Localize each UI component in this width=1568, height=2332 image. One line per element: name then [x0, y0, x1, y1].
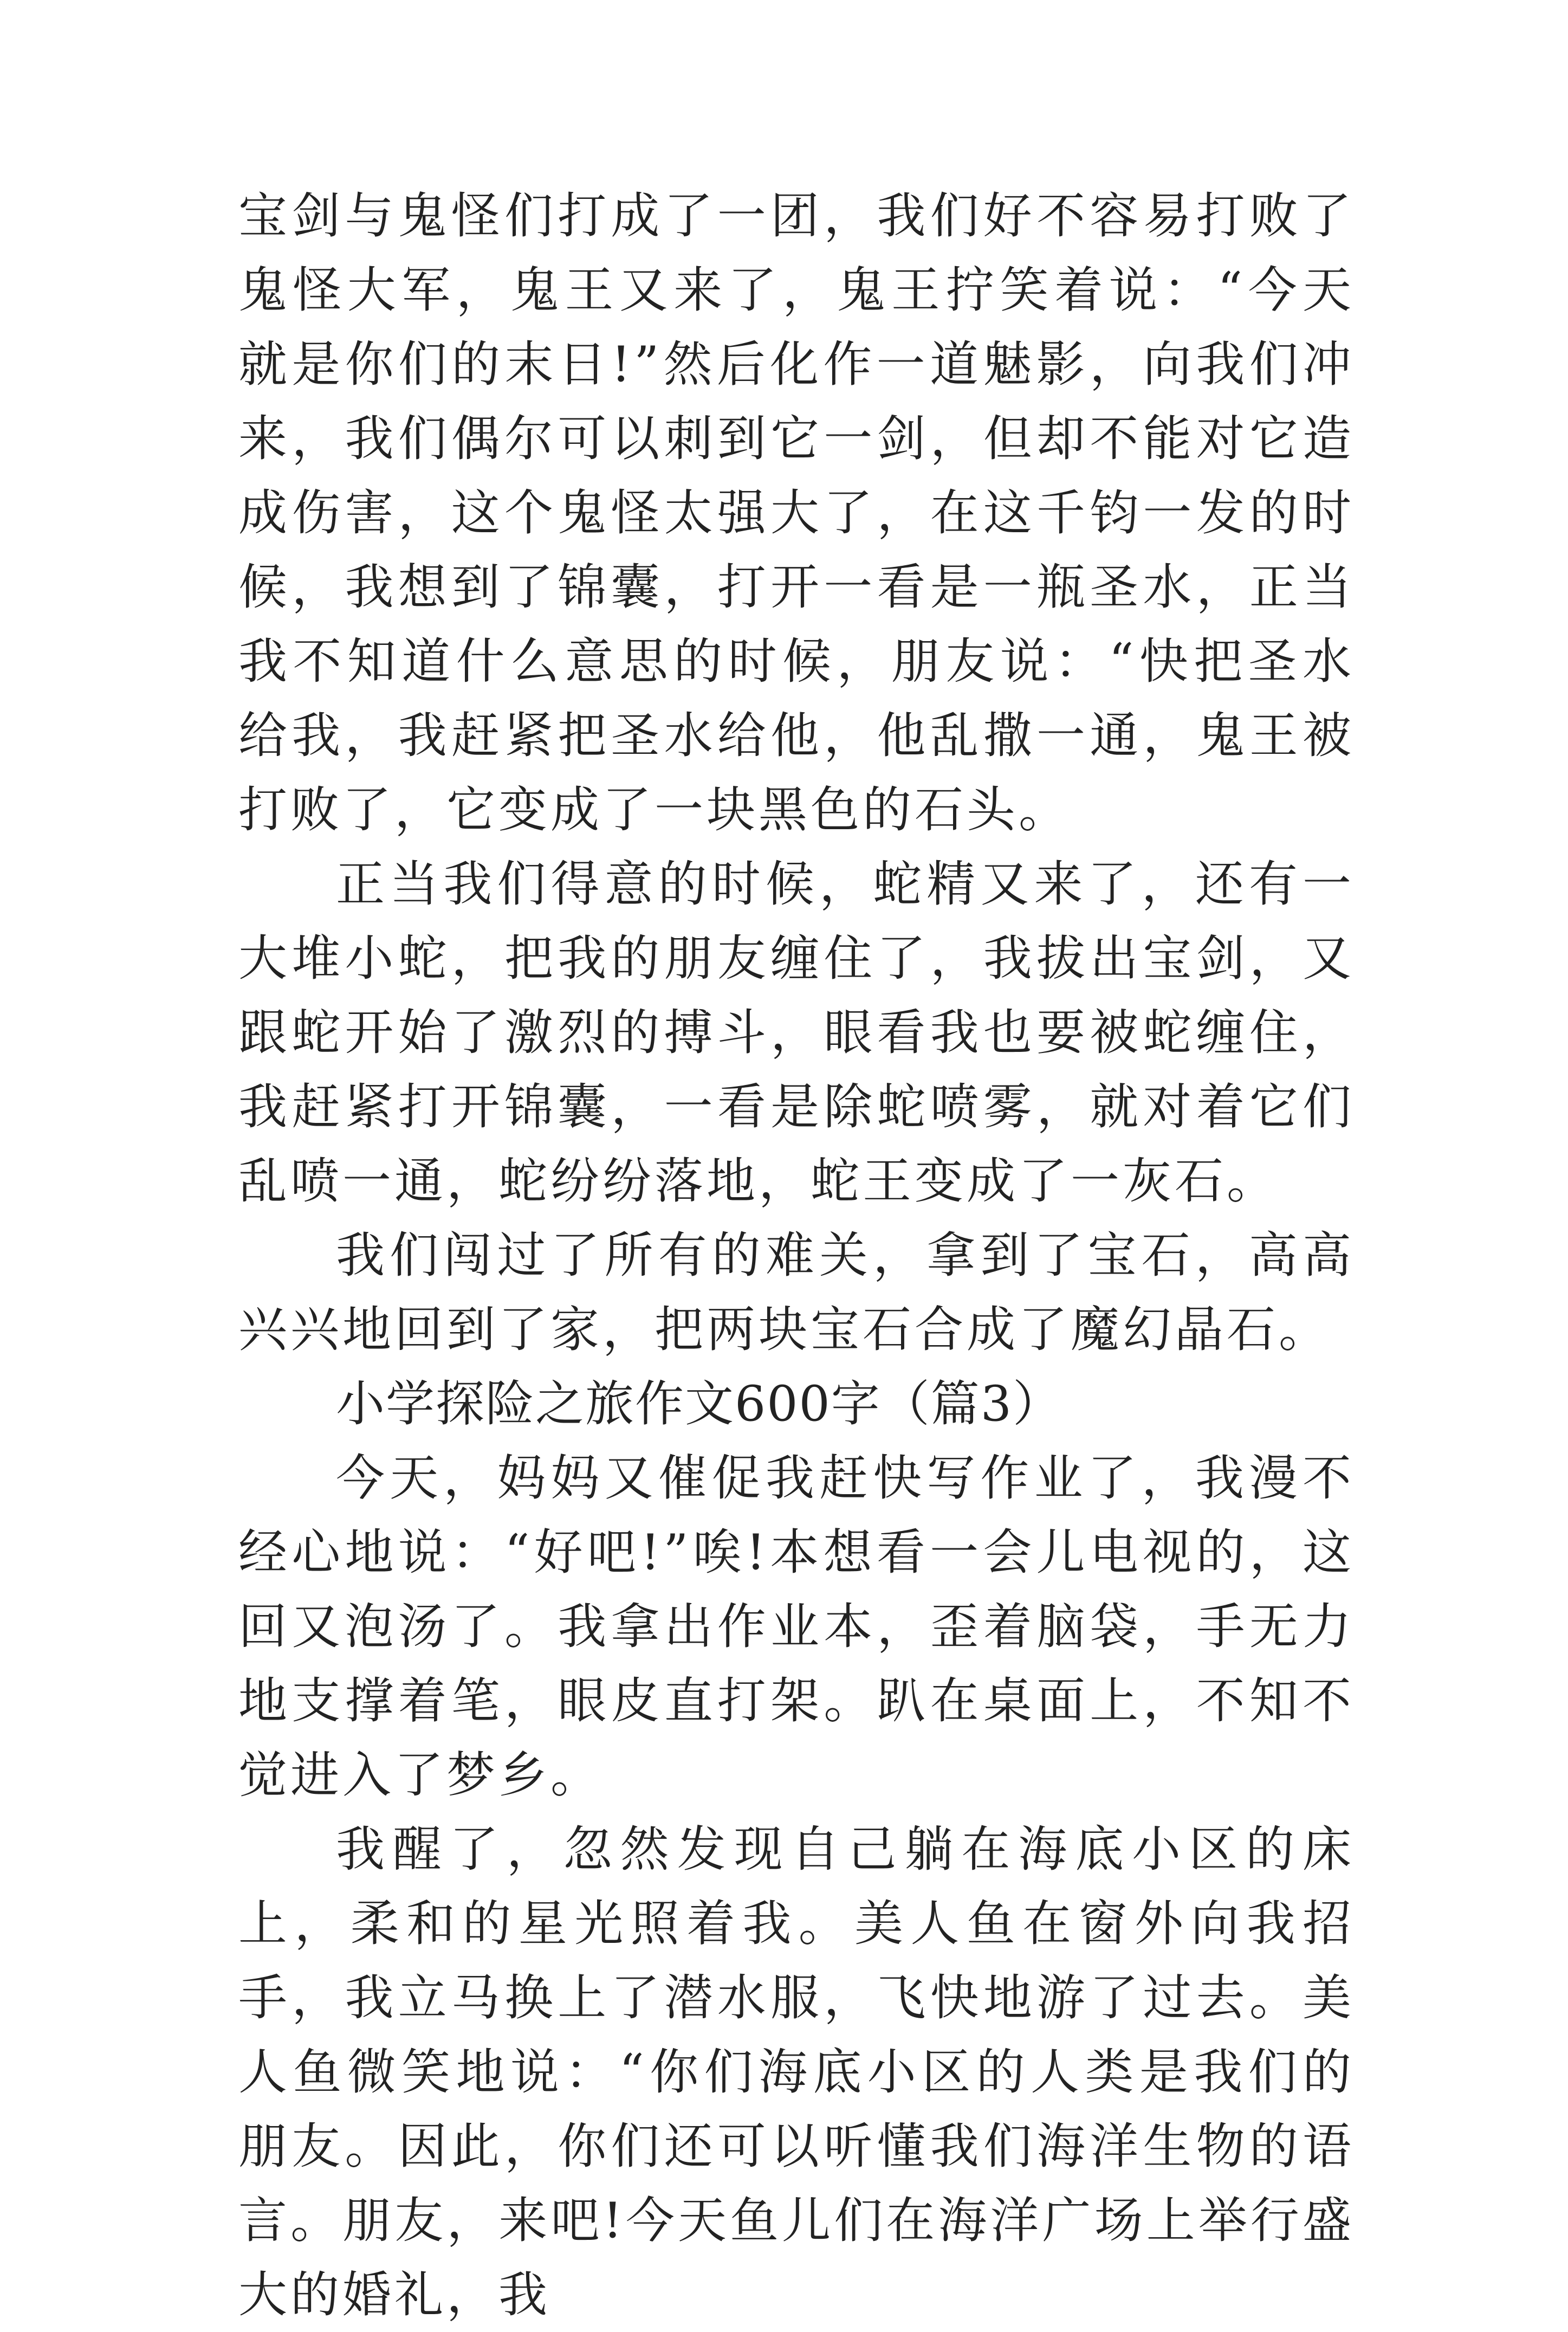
paragraph-battle-ghost-king: 宝剑与鬼怪们打成了一团，我们好不容易打败了鬼怪大军，鬼王又来了，鬼王拧笑着说：“今天就是你们的末日!”然后化作一道魅影，向我们冲来，我们偶尔可以刺到它一剑，但却不能对它造成伤害，这个鬼怪太强大了，在这千钧一发的时候，我想到了锦囊，打开一看是一瓶圣水，正当我不知道什么意思的时候，朋友说：“快把圣水给我，我赶紧把圣水给他，他乱撒一通，鬼王被打败了，它变成了一块黑色的石头。 [238, 188, 1355, 838]
paragraph-undersea: 我醒了，忽然发现自己躺在海底小区的床上，柔和的星光照着我。美人鱼在窗外向我招手，我立马换上了潜水服，飞快地游了过去。美人鱼微笑地说：“你们海底小区的人类是我们的朋友。因此，你们还可以听懂我们海洋生物的语言。朋友，来吧!今天鱼儿们在海洋广场上举行盛大的婚礼，我 [238, 1821, 1355, 2323]
paragraph-return-home: 我们闯过了所有的难关，拿到了宝石，高高兴兴地回到了家，把两块宝石合成了魔幻晶石。 [238, 1227, 1355, 1358]
paragraph-homework: 今天，妈妈又催促我赶快写作业了，我漫不经心地说：“好吧!”唉!本想看一会儿电视的，这回又泡汤了。我拿出作业本，歪着脑袋，手无力地支撑着笔，眼皮直打架。趴在桌面上，不知不觉进入了梦乡。 [238, 1450, 1355, 1804]
paragraph-snake-battle: 正当我们得意的时候，蛇精又来了，还有一大堆小蛇，把我的朋友缠住了，我拔出宝剑，又跟蛇开始了激烈的搏斗，眼看我也要被蛇缠住，我赶紧打开锦囊，一看是除蛇喷雾，就对着它们乱喷一通，蛇纷纷落地，蛇王变成了一灰石。 [238, 856, 1355, 1210]
document-body [238, 179, 1355, 2332]
section-heading: 小学探险之旅作文600字（篇3） [336, 1375, 1063, 1432]
